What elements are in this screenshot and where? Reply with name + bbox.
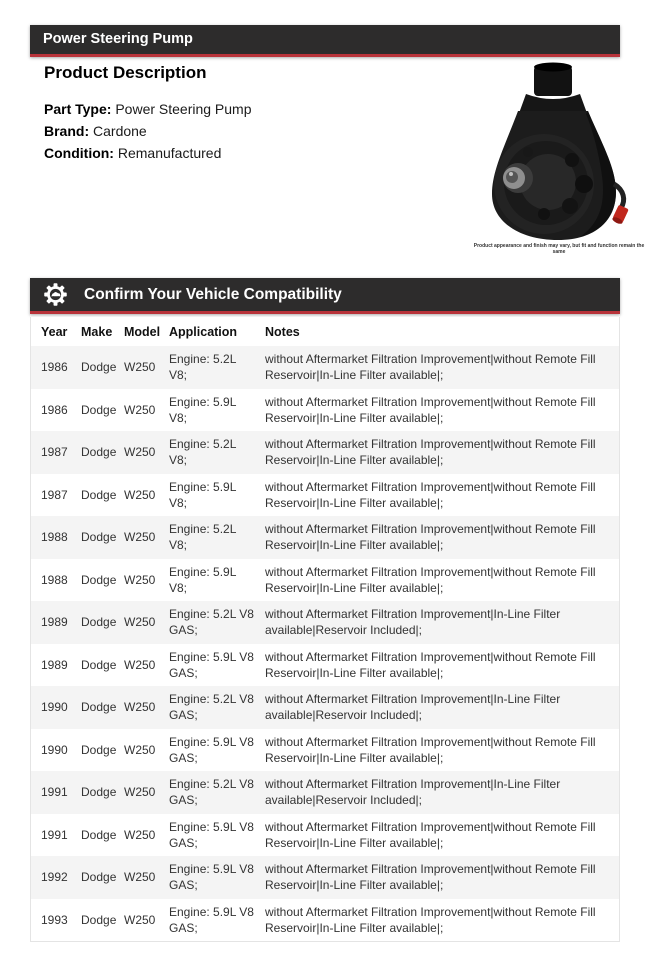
field-brand	[44, 120, 252, 142]
cell-application: Engine: 5.2L V8;	[169, 522, 236, 553]
cell-make: Dodge	[81, 615, 117, 630]
table-row	[31, 899, 619, 942]
cell-notes: without Aftermarket Filtration Improvement|without Remote Fill Reservoir|In-Line Filter available|;	[265, 352, 596, 383]
cell-application: Engine: 5.9L V8 GAS;	[169, 904, 254, 935]
cell-model: W250	[124, 487, 156, 502]
field-condition-label: Condition:	[44, 145, 114, 161]
cell-model: W250	[124, 870, 156, 885]
field-part-type-value: Power Steering Pump	[115, 101, 252, 117]
cell-notes: without Aftermarket Filtration Improvement|without Remote Fill Reservoir|In-Line Filter available|;	[265, 819, 596, 850]
cell-year: 1989	[41, 615, 68, 630]
cell-year: 1993	[41, 912, 68, 927]
cell-application: Engine: 5.9L V8 GAS;	[169, 734, 254, 765]
cell-notes: without Aftermarket Filtration Improvement|without Remote Fill Reservoir|In-Line Filter available|;	[265, 437, 596, 468]
cell-make: Dodge	[81, 530, 117, 545]
cell-notes: without Aftermarket Filtration Improvement|without Remote Fill Reservoir|In-Line Filter available|;	[265, 734, 596, 765]
field-condition	[44, 142, 252, 164]
cell-application: Engine: 5.9L V8 GAS;	[169, 862, 254, 893]
cell-make: Dodge	[81, 445, 117, 460]
cell-application: Engine: 5.9L V8;	[169, 394, 236, 425]
table-row	[31, 856, 619, 899]
cell-model: W250	[124, 700, 156, 715]
cell-model: W250	[124, 572, 156, 587]
cell-notes: without Aftermarket Filtration Improvement|without Remote Fill Reservoir|In-Line Filter available|;	[265, 862, 596, 893]
cell-application: Engine: 5.9L V8;	[169, 479, 236, 510]
cell-notes: without Aftermarket Filtration Improvement|In-Line Filter available|Reservoir Included|;	[265, 607, 561, 638]
cell-model: W250	[124, 615, 156, 630]
cell-year: 1991	[41, 785, 68, 800]
cell-notes: without Aftermarket Filtration Improvement|without Remote Fill Reservoir|In-Line Filter available|;	[265, 394, 596, 425]
table-row	[31, 644, 619, 687]
cell-year: 1990	[41, 700, 68, 715]
cell-make: Dodge	[81, 487, 117, 502]
cell-year: 1991	[41, 827, 68, 842]
cell-application: Engine: 5.9L V8 GAS;	[169, 649, 254, 680]
cell-model: W250	[124, 530, 156, 545]
cell-model: W250	[124, 827, 156, 842]
cell-notes: without Aftermarket Filtration Improvement|without Remote Fill Reservoir|In-Line Filter available|;	[265, 649, 596, 680]
cell-make: Dodge	[81, 827, 117, 842]
cell-application: Engine: 5.2L V8;	[169, 352, 236, 383]
cell-year: 1987	[41, 445, 68, 460]
cell-notes: without Aftermarket Filtration Improvement|without Remote Fill Reservoir|In-Line Filter available|;	[265, 479, 596, 510]
cell-application: Engine: 5.2L V8 GAS;	[169, 607, 254, 638]
description-heading: Product Description	[44, 63, 207, 82]
cell-model: W250	[124, 912, 156, 927]
compatibility-table	[30, 317, 620, 942]
table-header-row	[31, 317, 619, 346]
cell-model: W250	[124, 402, 156, 417]
column-header-model: Model	[124, 324, 161, 339]
gear-vehicle-icon	[42, 281, 69, 308]
cell-application: Engine: 5.9L V8 GAS;	[169, 819, 254, 850]
cell-notes: without Aftermarket Filtration Improvement|In-Line Filter available|Reservoir Included|;	[265, 777, 561, 808]
cell-application: Engine: 5.9L V8;	[169, 564, 236, 595]
product-photo-pump	[468, 56, 650, 244]
field-brand-value: Cardone	[93, 123, 147, 139]
cell-year: 1992	[41, 870, 68, 885]
field-part-type	[44, 98, 252, 120]
table-row	[31, 516, 619, 559]
cell-model: W250	[124, 657, 156, 672]
compatibility-title-bar	[30, 278, 620, 314]
cell-year: 1989	[41, 657, 68, 672]
cell-notes: without Aftermarket Filtration Improvement|without Remote Fill Reservoir|In-Line Filter available|;	[265, 564, 596, 595]
cell-model: W250	[124, 445, 156, 460]
cell-model: W250	[124, 742, 156, 757]
product-title-bar	[30, 25, 620, 57]
cell-model: W250	[124, 360, 156, 375]
table-row	[31, 814, 619, 857]
product-title: Power Steering Pump	[43, 31, 193, 47]
cell-make: Dodge	[81, 912, 117, 927]
table-row	[31, 346, 619, 389]
cell-year: 1990	[41, 742, 68, 757]
table-row	[31, 389, 619, 432]
cell-year: 1986	[41, 360, 68, 375]
cell-notes: without Aftermarket Filtration Improvement|In-Line Filter available|Reservoir Included|;	[265, 692, 561, 723]
table-row	[31, 474, 619, 517]
cell-model: W250	[124, 785, 156, 800]
cell-make: Dodge	[81, 742, 117, 757]
table-row	[31, 686, 619, 729]
column-header-application: Application	[169, 324, 238, 339]
cell-make: Dodge	[81, 657, 117, 672]
photo-disclaimer: Product appearance and finish may vary, but fit and function remain the same	[473, 243, 645, 255]
field-part-type-label: Part Type:	[44, 101, 112, 117]
cell-application: Engine: 5.2L V8 GAS;	[169, 692, 254, 723]
cell-notes: without Aftermarket Filtration Improvement|without Remote Fill Reservoir|In-Line Filter available|;	[265, 904, 596, 935]
cell-notes: without Aftermarket Filtration Improvement|without Remote Fill Reservoir|In-Line Filter available|;	[265, 522, 596, 553]
cell-application: Engine: 5.2L V8 GAS;	[169, 777, 254, 808]
column-header-notes: Notes	[265, 324, 300, 339]
field-condition-value: Remanufactured	[117, 145, 222, 161]
column-header-make: Make	[81, 324, 113, 339]
table-body	[31, 346, 619, 941]
column-header-year: Year	[41, 324, 68, 339]
cell-make: Dodge	[81, 360, 117, 375]
cell-year: 1986	[41, 402, 68, 417]
table-row	[31, 431, 619, 474]
cell-year: 1988	[41, 530, 68, 545]
cell-make: Dodge	[81, 572, 117, 587]
cell-year: 1988	[41, 572, 68, 587]
compatibility-title: Confirm Your Vehicle Compatibility	[84, 285, 342, 303]
table-row	[31, 771, 619, 814]
table-row	[31, 729, 619, 772]
cell-make: Dodge	[81, 870, 117, 885]
cell-year: 1987	[41, 487, 68, 502]
cell-make: Dodge	[81, 785, 117, 800]
field-brand-label: Brand:	[44, 123, 90, 139]
table-row	[31, 601, 619, 644]
table-row	[31, 559, 619, 602]
cell-application: Engine: 5.2L V8;	[169, 437, 236, 468]
cell-make: Dodge	[81, 700, 117, 715]
cell-make: Dodge	[81, 402, 117, 417]
description-fields	[44, 98, 252, 164]
